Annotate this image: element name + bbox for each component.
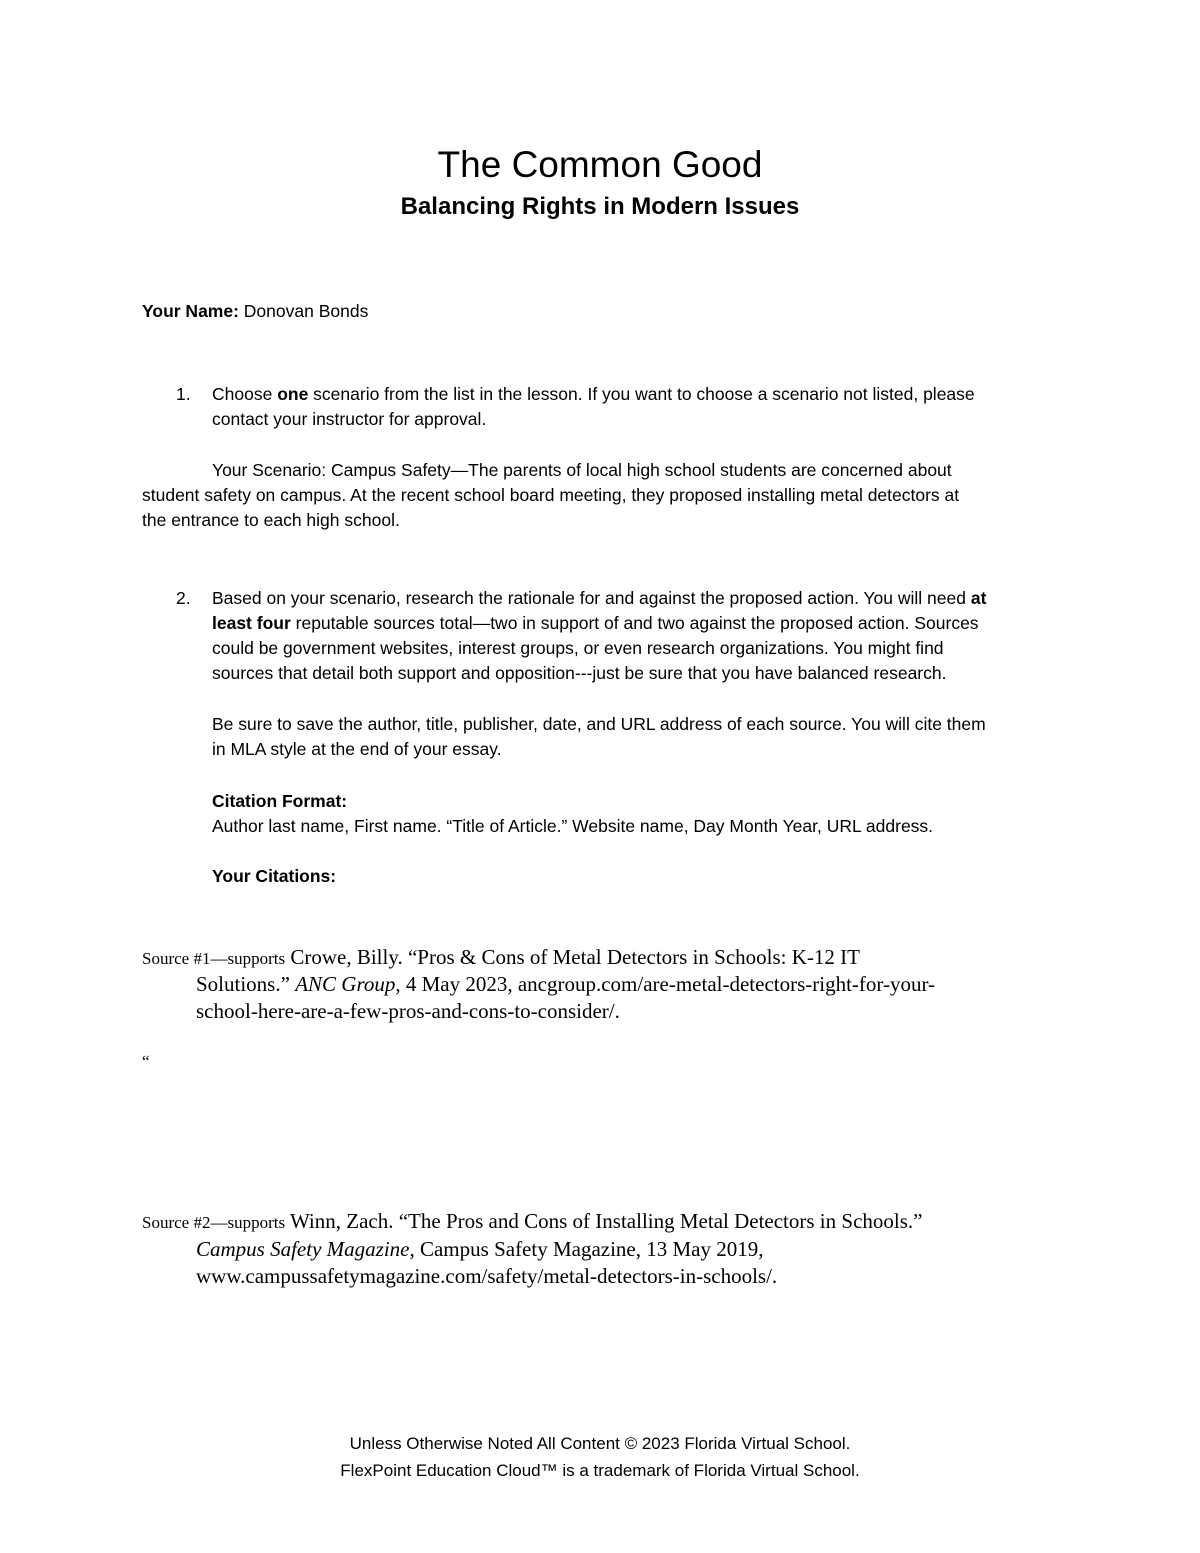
save-instructions-line1: Be sure to save the author, title, publisher, date, and URL address of each source. You will cite them (212, 714, 986, 734)
item2-line2: least four reputable sources total—two in support of and two against the proposed action. Sources (212, 613, 979, 633)
item1-number: 1. (176, 384, 191, 404)
item2-number: 2. (176, 588, 191, 608)
page-title: The Common Good (437, 144, 763, 185)
item2-line1: Based on your scenario, research the rationale for and against the proposed action. You will need at (212, 588, 987, 608)
source2-line3: www.campussafetymagazine.com/safety/metal-detectors-in-schools/. (196, 1264, 778, 1288)
footer-trademark: FlexPoint Education Cloud™ is a trademark of Florida Virtual School. (340, 1461, 860, 1480)
name-label: Your Name: (142, 301, 239, 321)
item2-line4: sources that detail both support and opposition---just be sure that you have balanced research. (212, 663, 947, 683)
source1-line2: Solutions.” ANC Group, 4 May 2023, ancgroup.com/are-metal-detectors-right-for-your- (196, 972, 936, 996)
name-line (142, 299, 368, 324)
scenario-line3: the entrance to each high school. (142, 510, 400, 530)
scenario-line2: student safety on campus. At the recent school board meeting, they proposed installing metal detectors at (142, 485, 960, 505)
source2-line2: Campus Safety Magazine, Campus Safety Magazine, 13 May 2019, (196, 1237, 764, 1261)
stray-quote-mark: “ (142, 1052, 150, 1071)
page-subtitle: Balancing Rights in Modern Issues (400, 193, 800, 220)
footer-copyright: Unless Otherwise Noted All Content © 2023 Florida Virtual School. (349, 1434, 851, 1453)
your-citations-label: Your Citations: (212, 866, 337, 886)
citation-format-text: Author last name, First name. “Title of Article.” Website name, Day Month Year, URL address. (212, 816, 934, 836)
scenario-line1: Your Scenario: Campus Safety—The parents of local high school students are concerned about (212, 460, 952, 480)
save-instructions-line2: in MLA style at the end of your essay. (212, 739, 502, 759)
source2-line1: Source #2—supports Winn, Zach. “The Pros and Cons of Installing Metal Detectors in Schools.” (142, 1209, 923, 1233)
citation-format-label: Citation Format: (212, 791, 348, 811)
name-value: Donovan Bonds (238, 301, 369, 321)
source1-label: Source #1—supports (142, 949, 286, 968)
item1-line1: Choose one scenario from the list in the lesson. If you want to choose a scenario not listed, please (212, 384, 975, 404)
source2-label: Source #2—supports (142, 1213, 286, 1232)
source1-line1: Source #1—supports Crowe, Billy. “Pros & Cons of Metal Detectors in Schools: K-12 IT (142, 945, 860, 969)
item1-line2: contact your instructor for approval. (212, 409, 487, 429)
source1-line3: school-here-are-a-few-pros-and-cons-to-consider/. (196, 999, 620, 1023)
item2-line3: could be government websites, interest groups, or even research organizations. You might find (212, 638, 944, 658)
